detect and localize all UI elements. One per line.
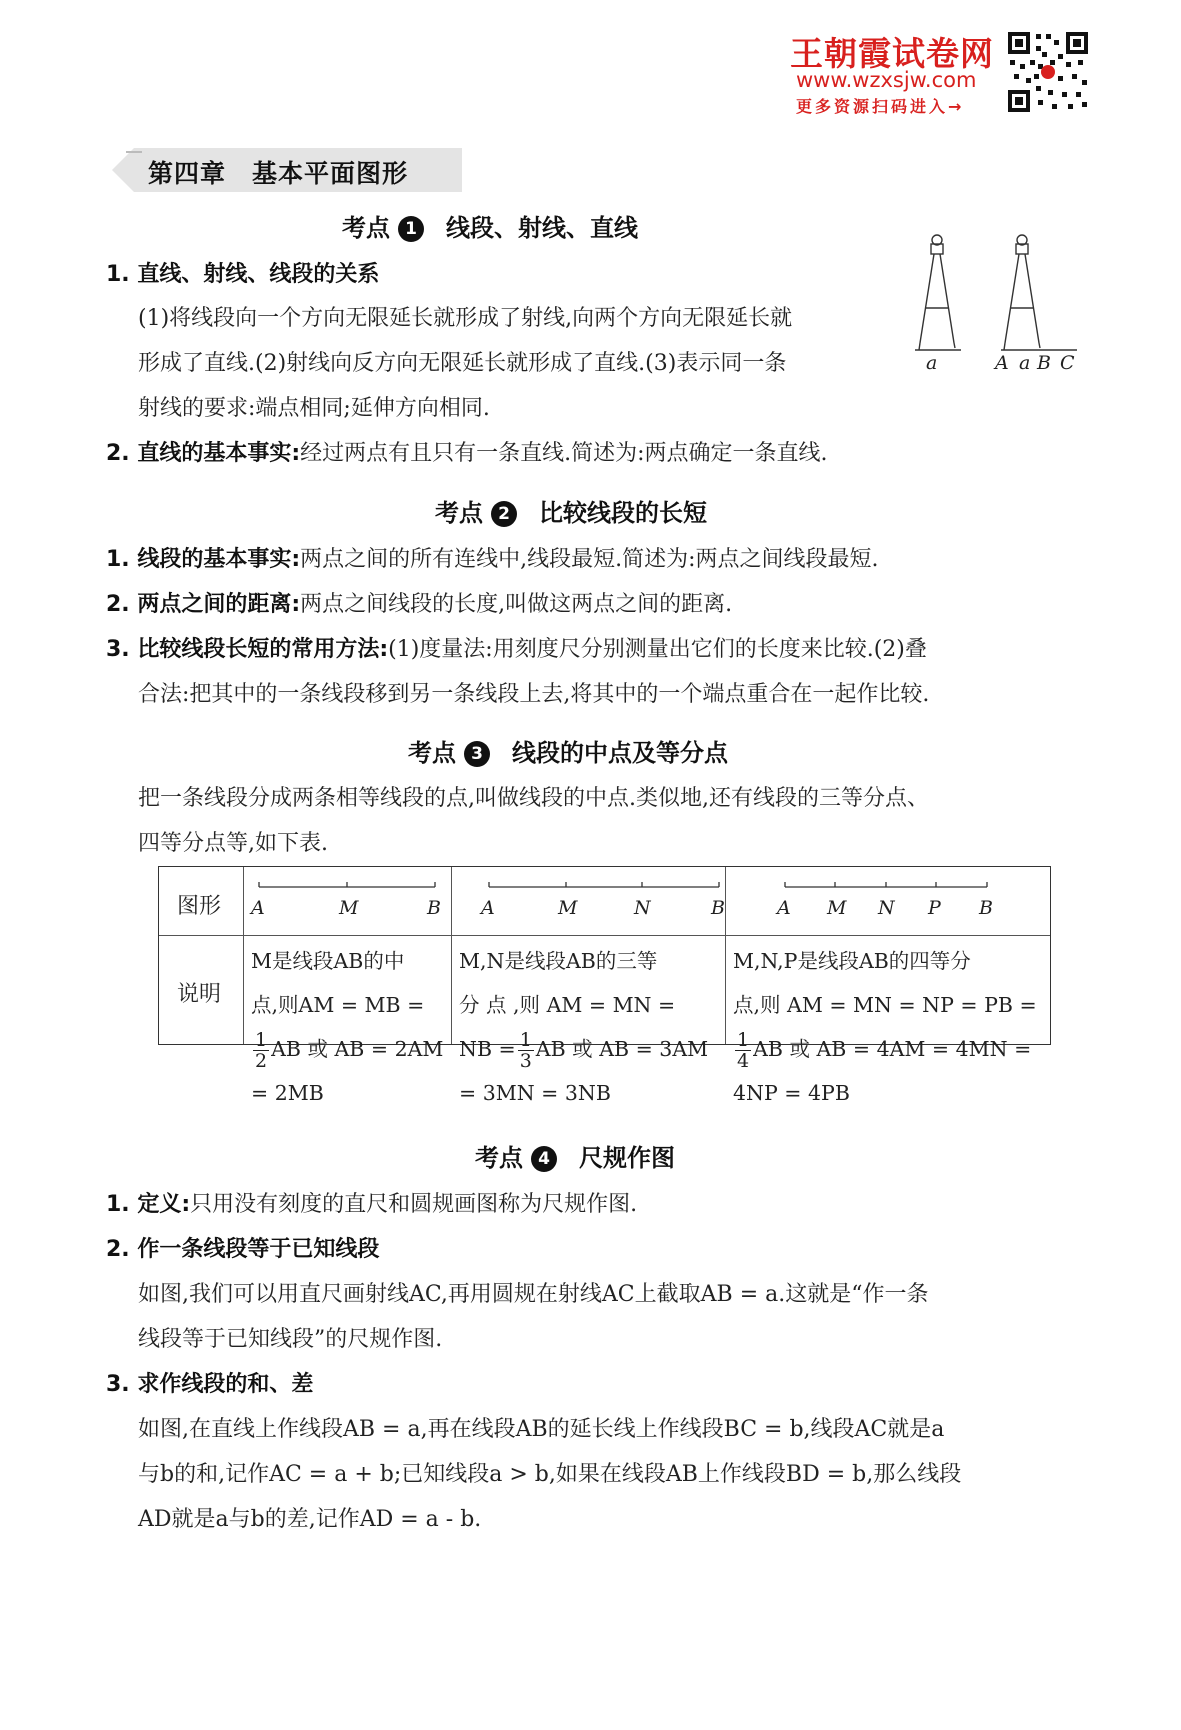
fig-label-B: B [1037, 352, 1051, 374]
s1-item1-line1: (1)将线段向一个方向无限延长就形成了射线,向两个方向无限延长就 [138, 306, 793, 331]
section-label: 考点 [408, 739, 456, 767]
seg2-label: B [711, 897, 725, 919]
seg2-label: N [634, 897, 651, 919]
seg1-label: B [427, 897, 441, 919]
s4-item3-label: 3. 求作线段的和、差 [106, 1372, 314, 1397]
section-title: 线段、射线、直线 [446, 214, 638, 242]
s2-item2: 2. 两点之间的距离:两点之间线段的长度,叫做这两点之间的距离. [106, 592, 733, 617]
seg2-label: M [558, 897, 578, 919]
brand-name: 王朝霞试卷网 [790, 34, 994, 73]
division-points-table [158, 866, 1051, 1105]
section-title: 尺规作图 [579, 1144, 675, 1172]
section-number-badge: 3 [464, 741, 490, 767]
seg1-label: A [251, 897, 265, 919]
chapter-banner [112, 148, 462, 192]
section-number-badge: 4 [531, 1146, 557, 1172]
seg3-label: N [878, 897, 895, 919]
s3-line1: 把一条线段分成两条相等线段的点,叫做线段的中点.类似地,还有线段的三等分点、 [138, 786, 929, 811]
seg2-label: A [481, 897, 495, 919]
section-heading-1 [342, 208, 638, 243]
brand-url: www.wzxsjw.com [796, 68, 977, 92]
seg3-label: P [928, 897, 941, 919]
col3-desc: M,N,P是线段AB的四等分 点,则 AM = MN = NP = PB = $\frac{1}{4}$ AB 或 AB = 4AM = 4MN = 4NP = 4PB [733, 949, 1037, 1105]
section-heading-4 [475, 1138, 675, 1173]
s4-item3-line3: AD就是a与b的差,记作AD = a - b. [138, 1507, 482, 1532]
fig-label-a2: a [1019, 352, 1031, 374]
section-title: 线段的中点及等分点 [512, 739, 728, 767]
section-heading-2 [435, 493, 707, 528]
s2-item1: 1. 线段的基本事实:两点之间的所有连线中,线段最短.简述为:两点之间线段最短. [106, 547, 879, 572]
s4-item1: 1. 定义:只用没有刻度的直尺和圆规画图称为尺规作图. [106, 1192, 638, 1217]
seg1-label: M [339, 897, 359, 919]
qr-code-icon [1006, 30, 1090, 114]
s1-item2-text: 经过两点有且只有一条直线.简述为:两点确定一条直线. [300, 441, 828, 466]
col1-desc: M是线段AB的中 点,则AM = MB = $\frac{1}{2}$ AB 或 AB = 2AM = 2MB [251, 949, 444, 1105]
fig-label-C: C [1060, 352, 1075, 374]
s4-item2-line1: 如图,我们可以用直尺画射线AC,再用圆规在射线AC上截取AB = a.这就是“作一条 [138, 1282, 929, 1307]
col2-desc: M,N是线段AB的三等 分 点 ,则 AM = MN = NB = $\frac{1}{3}$ AB 或 AB = 3AM = 3MN = 3NB [459, 949, 709, 1105]
s1-item1-line3: 射线的要求:端点相同;延伸方向相同. [138, 396, 490, 421]
fig-label-a: a [926, 352, 938, 374]
section-label: 考点 [435, 499, 483, 527]
chapter-title: 第四章 基本平面图形 [148, 159, 409, 188]
s4-item3-line2: 与b的和,记作AC = a + b;已知线段a > b,如果在线段AB上作线段BD = b,那么线段 [138, 1462, 962, 1487]
table-row-head-desc: 说明 [177, 982, 222, 1007]
section-heading-3 [408, 733, 728, 768]
compass-icon-right [1001, 235, 1077, 350]
seg3-label: B [979, 897, 993, 919]
s1-item2 [106, 436, 828, 467]
s4-item2-label: 2. 作一条线段等于已知线段 [106, 1237, 380, 1262]
s1-item2-label: 2. 直线的基本事实: [106, 441, 301, 466]
segment-figures [159, 867, 1052, 935]
section-number-badge: 2 [491, 501, 517, 527]
compass-icon-left [915, 235, 961, 350]
s1-item1-line2: 形成了直线.(2)射线向反方向无限延长就形成了直线.(3)表示同一条 [138, 351, 787, 376]
section-label: 考点 [475, 1144, 523, 1172]
section-title: 比较线段的长短 [539, 499, 707, 527]
s3-line2: 四等分点等,如下表. [138, 831, 328, 856]
seg3-label: M [827, 897, 847, 919]
s4-item2-line2: 线段等于已知线段”的尺规作图. [138, 1327, 443, 1352]
s1-item1-label: 1. 直线、射线、线段的关系 [106, 262, 380, 287]
section-number-badge: 1 [398, 216, 424, 242]
table-row-head-figure: 图形 [177, 894, 222, 919]
s2-item3: 3. 比较线段长短的常用方法:(1)度量法:用刻度尺分别测量出它们的长度来比较.(2)叠 [106, 637, 927, 662]
fig-label-A: A [995, 352, 1009, 374]
seg3-label: A [777, 897, 791, 919]
s4-item3-line1: 如图,在直线上作线段AB = a,再在线段AB的延长线上作线段BC = b,线段AC就是a [138, 1417, 945, 1442]
s2-item3-cont: 合法:把其中的一条线段移到另一条线段上去,将其中的一个端点重合在一起作比较. [138, 682, 930, 707]
brand-scan-hint: 更多资源扫码进入→ [796, 97, 965, 116]
section-label: 考点 [342, 214, 390, 242]
